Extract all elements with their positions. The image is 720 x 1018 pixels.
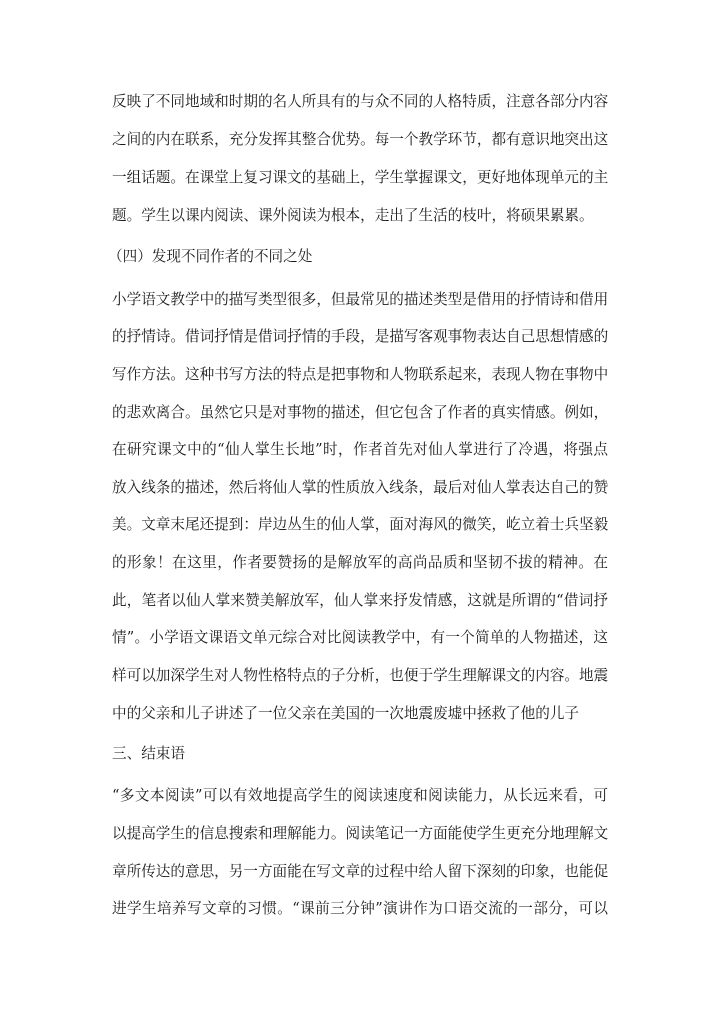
text-line: 放入线条的描述，然后将仙人掌的性质放入线条，最后对仙人掌表达自己的赞 bbox=[112, 479, 608, 496]
text-line: 题。学生以课内阅读、课外阅读为根本，走出了生活的枝叶，将硕果累累。 bbox=[112, 207, 594, 224]
text-line: 小学语文教学中的描写类型很多，但最常见的描述类型是借用的抒情诗和借用 bbox=[112, 291, 608, 308]
text-line: 样可以加深学生对人物性格特点的子分析，也便于学生理解课文的内容。地震 bbox=[112, 667, 608, 684]
section-heading: 三、结束语 bbox=[112, 745, 185, 762]
text-line: 一组话题。在课堂上复习课文的基础上，学生掌握课文，更好地体现单元的主 bbox=[112, 169, 608, 186]
text-line: 的形象！在这里，作者要赞扬的是解放军的高尚品质和坚韧不拔的精神。在 bbox=[112, 554, 608, 571]
text-line: 的抒情诗。借词抒情是借词抒情的手段，是描写客观事物表达自己思想情感的 bbox=[112, 328, 608, 345]
text-line: 中的父亲和儿子讲述了一位父亲在美国的一次地震废墟中拯救了他的儿子 bbox=[112, 705, 580, 722]
text-line: 章所传达的意思，另一方面能在写文章的过程中给人留下深刻的印象，也能促 bbox=[112, 863, 608, 880]
text-line: 此，笔者以仙人掌来赞美解放军，仙人掌来抒发情感，这就是所谓的“借词抒 bbox=[112, 592, 608, 609]
text-line: 进学生培养写文章的习惯。“课前三分钟”演讲作为口语交流的一部分，可以 bbox=[112, 900, 608, 917]
text-line: 反映了不同地域和时期的名人所具有的与众不同的人格特质，注意各部分内容 bbox=[112, 93, 608, 110]
text-line: 在研究课文中的“仙人掌生长地”时，作者首先对仙人掌进行了冷遇，将强点 bbox=[112, 441, 608, 458]
text-line: 的悲欢离合。虽然它只是对事物的描述，但它包含了作者的真实情感。例如， bbox=[112, 404, 608, 421]
text-line: 之间的内在联系，充分发挥其整合优势。每一个教学环节，都有意识地突出这 bbox=[112, 131, 608, 148]
text-line: 美。文章末尾还提到：岸边丛生的仙人掌，面对海风的微笑，屹立着士兵坚毅 bbox=[112, 516, 608, 533]
section-heading: （四）发现不同作者的不同之处 bbox=[108, 248, 313, 265]
text-line: 以提高学生的信息搜索和理解能力。阅读笔记一方面能使学生更充分地理解文 bbox=[112, 825, 608, 842]
text-line: “多文本阅读”可以有效地提高学生的阅读速度和阅读能力，从长远来看，可 bbox=[112, 787, 608, 804]
text-line: 写作方法。这种书写方法的特点是把事物和人物联系起来，表现人物在事物中 bbox=[112, 366, 608, 383]
text-line: 情”。小学语文课语文单元综合对比阅读教学中，有一个简单的人物描述，这 bbox=[112, 629, 608, 646]
